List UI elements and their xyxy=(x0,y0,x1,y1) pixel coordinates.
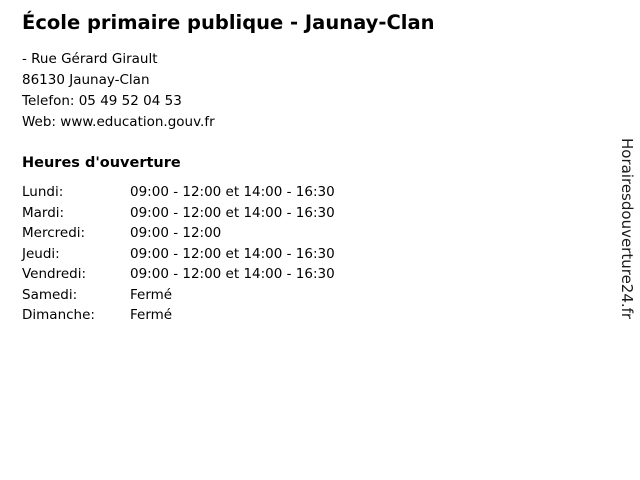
day-label: Lundi: xyxy=(22,184,64,201)
content-column xyxy=(22,10,592,326)
day-label: Vendredi: xyxy=(22,266,87,283)
address-city: 86130 Jaunay-Clan xyxy=(22,72,150,89)
day-hours: 09:00 - 12:00 et 14:00 - 16:30 xyxy=(130,204,335,221)
day-hours: Fermé xyxy=(130,286,173,303)
address-street: - Rue Gérard Girault xyxy=(22,51,158,68)
day-hours: 09:00 - 12:00 et 14:00 - 16:30 xyxy=(130,245,335,262)
page-title: École primaire publique - Jaunay-Clan xyxy=(22,11,435,34)
address-web: Web: www.education.gouv.fr xyxy=(22,114,215,131)
watermark-text: Horairesdouverture24.fr xyxy=(618,138,636,320)
table-row xyxy=(22,305,335,326)
table-row xyxy=(22,285,335,306)
day-label: Dimanche: xyxy=(22,307,95,324)
day-label: Jeudi: xyxy=(22,245,60,262)
day-hours: 09:00 - 12:00 xyxy=(130,225,222,242)
table-row xyxy=(22,244,335,265)
day-hours: Fermé xyxy=(130,307,173,324)
address-block xyxy=(22,49,592,133)
opening-hours-table xyxy=(22,182,335,326)
day-label: Mercredi: xyxy=(22,225,86,242)
table-row xyxy=(22,182,335,203)
day-hours: 09:00 - 12:00 et 14:00 - 16:30 xyxy=(130,266,335,283)
day-label: Samedi: xyxy=(22,286,78,303)
table-row xyxy=(22,223,335,244)
address-phone: Telefon: 05 49 52 04 53 xyxy=(22,93,182,110)
day-hours: 09:00 - 12:00 et 14:00 - 16:30 xyxy=(130,184,335,201)
table-row xyxy=(22,264,335,285)
opening-hours-heading: Heures d'ouverture xyxy=(22,155,181,172)
day-label: Mardi: xyxy=(22,204,65,221)
table-row xyxy=(22,203,335,224)
